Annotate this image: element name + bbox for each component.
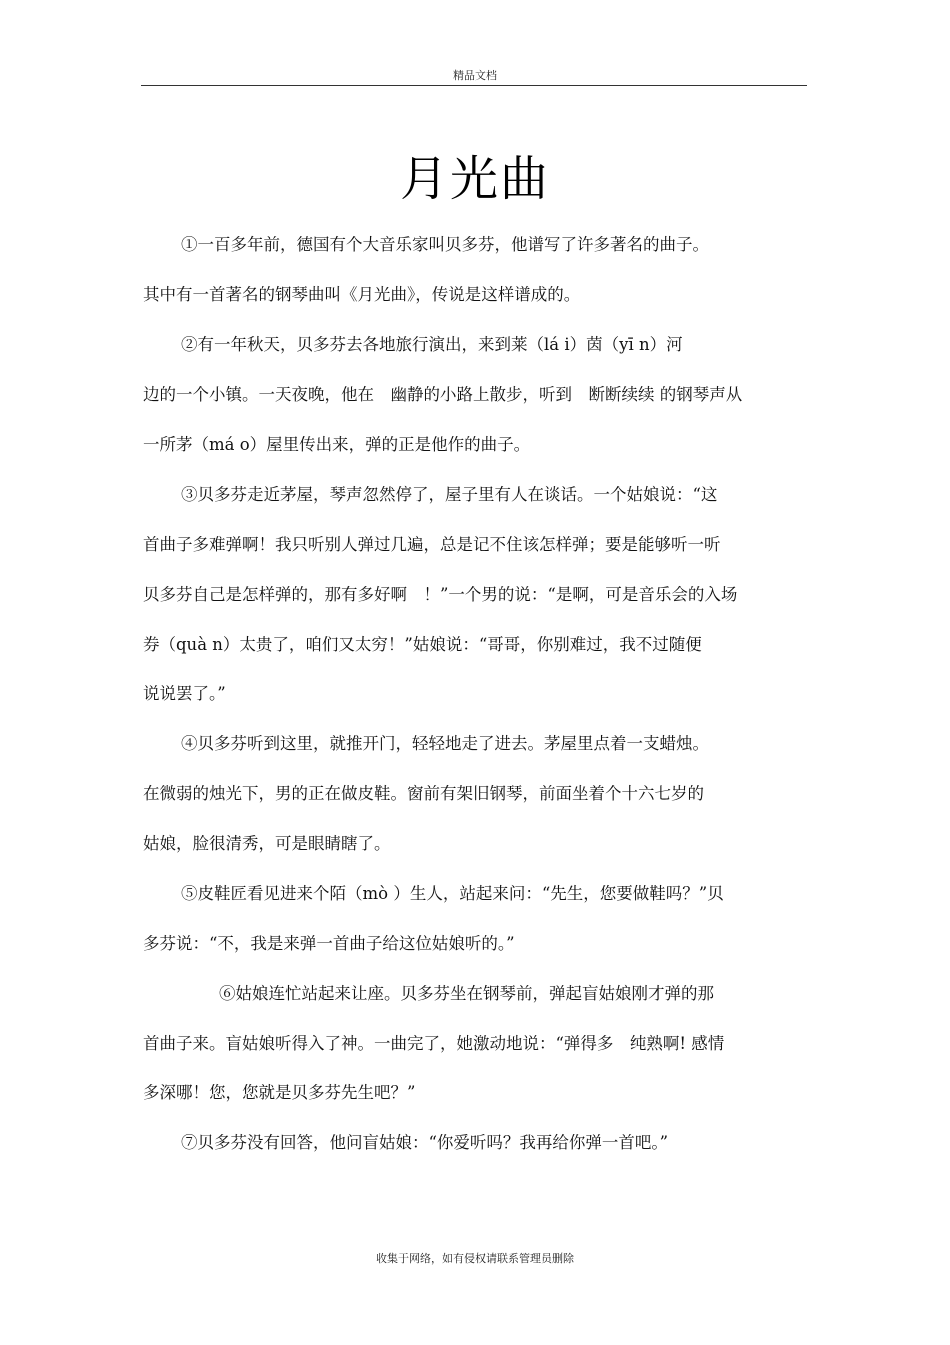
page-title: 月光曲 <box>399 151 550 207</box>
text-line: 其中有一首著名的钢琴曲叫《月光曲》，传说是这样谱成的。 <box>143 285 581 304</box>
text-line: ③贝多芬走近茅屋，琴声忽然停了，屋子里有人在谈话。一个姑娘说：“这 <box>181 485 718 504</box>
text-line: 首曲子多难弹啊！我只听别人弹过几遍，总是记不住该怎样弹；要是能够听一听 <box>143 535 721 554</box>
text-line: ④贝多芬听到这里，就推开门，轻轻地走了进去。茅屋里点着一支蜡烛。 <box>181 734 709 753</box>
text-line: 多芬说：“不，我是来弹一首曲子给这位姑娘听的。” <box>143 934 515 953</box>
header-divider <box>141 85 807 86</box>
text-line: ⑤皮鞋匠看见进来个陌（mò ）生人，站起来问：“先生，您要做鞋吗？”贝 <box>181 884 724 903</box>
text-line: 多深哪！您，您就是贝多芬先生吧？” <box>143 1083 416 1102</box>
text-line: ⑦贝多芬没有回答，他问盲姑娘：“你爱听吗？我再给你弹一首吧。” <box>181 1133 669 1152</box>
text-line: 券（quà n）太贵了，咱们又太穷！”姑娘说：“哥哥，你别难过，我不过随便 <box>143 635 702 654</box>
text-line: ①一百多年前，德国有个大音乐家叫贝多芬，他谱写了许多著名的曲子。 <box>181 235 709 254</box>
text-line: 说说罢了。” <box>143 684 226 703</box>
text-line: ⑥姑娘连忙站起来让座。贝多芬坐在钢琴前，弹起盲姑娘刚才弹的那 <box>219 984 714 1003</box>
text-line: 贝多芬自己是怎样弹的，那有多好啊 ！”一个男的说：“是啊，可是音乐会的入场 <box>143 585 738 604</box>
text-line: 一所茅（má o）屋里传出来，弹的正是他作的曲子。 <box>143 435 531 454</box>
page-footer-note: 收集于网络，如有侵权请联系管理员删除 <box>376 1252 574 1265</box>
text-line: 在微弱的烛光下，男的正在做皮鞋。窗前有架旧钢琴，前面坐着个十六七岁的 <box>143 784 704 803</box>
text-line: 首曲子来。盲姑娘听得入了神。一曲完了，她激动地说：“弹得多 纯熟啊! 感情 <box>143 1034 725 1053</box>
page-header-label: 精品文档 <box>453 69 497 82</box>
text-line: 边的一个小镇。一天夜晚，他在 幽静的小路上散步，听到 断断续续 的钢琴声从 <box>143 385 743 404</box>
text-line: 姑娘，脸很清秀，可是眼睛瞎了。 <box>143 834 391 853</box>
text-line: ②有一年秋天，贝多芬去各地旅行演出，来到莱（lá i）茵（yī n）河 <box>181 335 683 354</box>
